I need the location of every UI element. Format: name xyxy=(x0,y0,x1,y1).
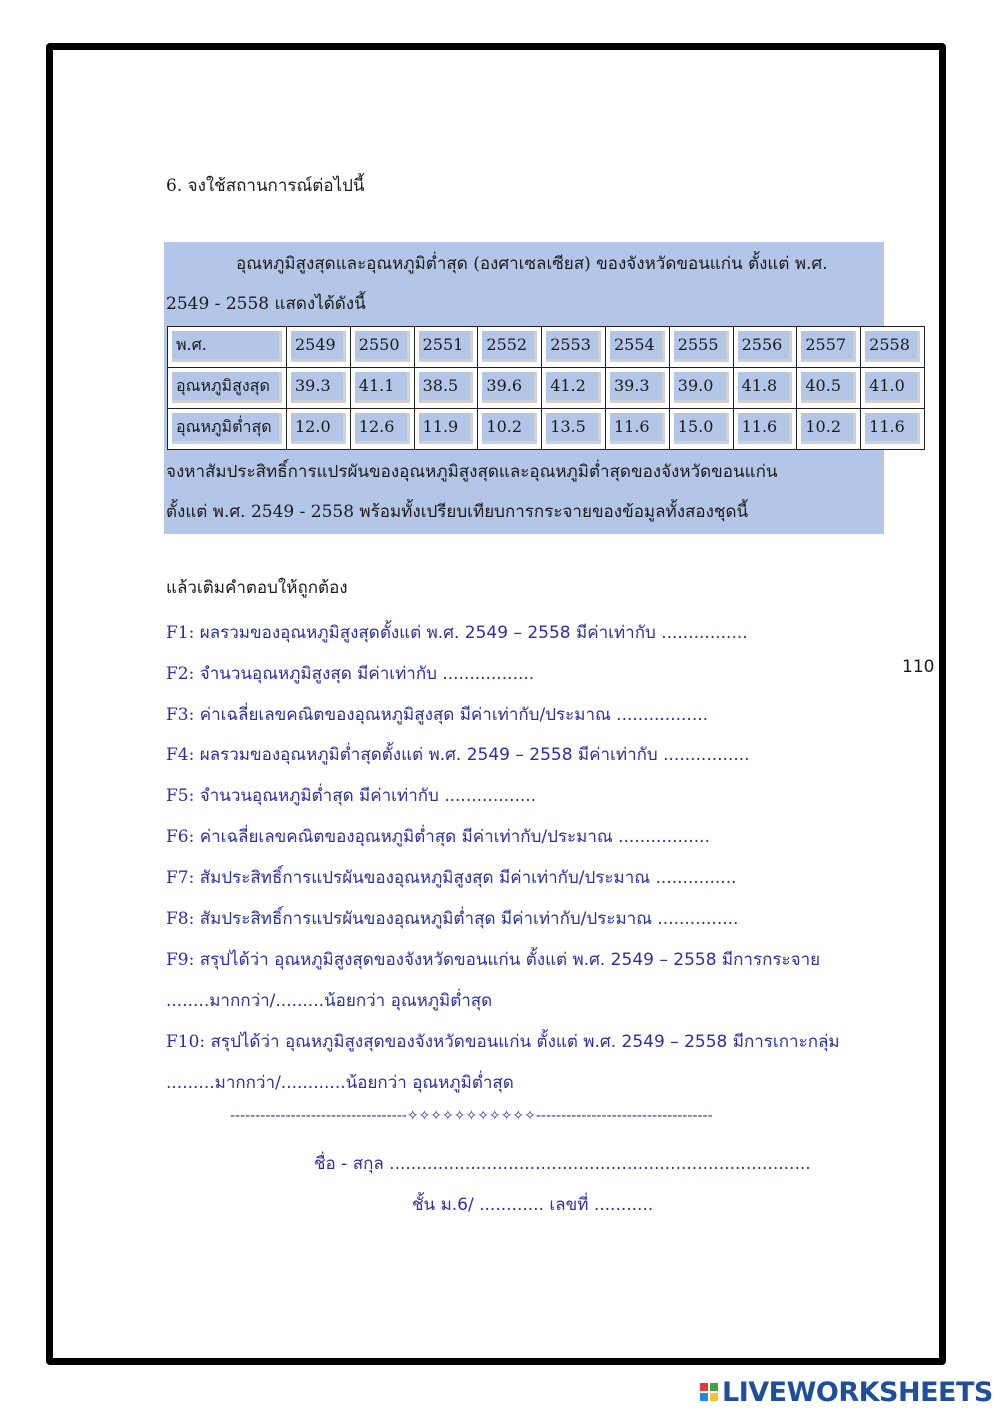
cell-value: 12.0 xyxy=(291,413,346,444)
situation-line-4: ตั้งแต่ พ.ศ. 2549 - 2558 พร้อมทั้งเปรียบเทียบการกระจายของข้อมูลทั้งสองชุดนี้ xyxy=(166,502,749,522)
question-line xyxy=(166,1028,840,1055)
liveworksheets-logo xyxy=(700,1376,993,1408)
row-label-cell xyxy=(168,327,287,368)
class-field-line: ชั้น ม.6/ ............ เลขที่ ........... xyxy=(412,1195,654,1215)
table-cell xyxy=(414,327,478,368)
row-label: อุณหภูมิสูงสุด xyxy=(172,372,282,403)
cell-value: 39.6 xyxy=(482,372,537,403)
logo-mark-icon xyxy=(700,1383,718,1401)
table-row xyxy=(168,409,925,450)
table-row xyxy=(168,368,925,409)
question-code: F9: xyxy=(166,950,195,970)
question-line xyxy=(166,823,710,850)
cell-value: 2551 xyxy=(419,331,474,362)
instruction-text: แล้วเติมคำตอบให้ถูกต้อง xyxy=(166,578,348,598)
cell-value: 39.0 xyxy=(674,372,729,403)
logo-square-red xyxy=(700,1383,708,1391)
table-cell xyxy=(478,409,542,450)
question-line xyxy=(166,741,750,768)
cell-value: 2552 xyxy=(482,331,537,362)
page-number: 110 xyxy=(902,657,935,677)
cell-value: 41.1 xyxy=(355,372,410,403)
question-code: F8: xyxy=(166,909,195,929)
question-line xyxy=(166,1069,514,1096)
table-cell xyxy=(287,368,351,409)
question-text: ค่าเฉลี่ยเลขคณิตของอุณหภูมิสูงสุด มีค่าเท่ากับ/ประมาณ ................. xyxy=(194,705,709,725)
question-text: จำนวนอุณหภูมิสูงสุด มีค่าเท่ากับ ................. xyxy=(194,664,535,684)
row-label: พ.ศ. xyxy=(172,331,282,362)
cell-value: 13.5 xyxy=(546,413,601,444)
question-line xyxy=(166,987,492,1014)
cell-value: 41.8 xyxy=(738,372,793,403)
table-cell xyxy=(733,327,797,368)
question-line xyxy=(166,619,748,646)
question-code: F1: xyxy=(166,623,195,643)
situation-line-3: จงหาสัมประสิทธิ์การแปรผันของอุณหภูมิสูงสุดและอุณหภูมิต่ำสุดของจังหวัดขอนแก่น xyxy=(166,462,778,482)
table-cell xyxy=(797,368,861,409)
question-line xyxy=(166,905,738,932)
row-label-cell xyxy=(168,368,287,409)
cell-value: 41.0 xyxy=(865,372,920,403)
cell-value: 11.9 xyxy=(419,413,474,444)
cell-value: 2550 xyxy=(355,331,410,362)
table-cell xyxy=(350,368,414,409)
question-code: F5: xyxy=(166,786,195,806)
table-cell xyxy=(605,368,669,409)
table-cell xyxy=(733,409,797,450)
cell-value: 2549 xyxy=(291,331,346,362)
table-cell xyxy=(350,327,414,368)
table-cell xyxy=(861,327,925,368)
table-cell xyxy=(669,368,733,409)
temperature-table xyxy=(167,326,925,450)
cell-value: 40.5 xyxy=(801,372,856,403)
table-cell xyxy=(669,327,733,368)
question-line xyxy=(166,782,536,809)
cell-value: 10.2 xyxy=(801,413,856,444)
divider-line: -----------------------------------✧✧✧✧✧✧✧✧✧✧✧----------------------------------- xyxy=(230,1108,713,1124)
table-cell xyxy=(542,327,606,368)
question-text: สรุปได้ว่า อุณหภูมิสูงสุดของจังหวัดขอนแก่น ตั้งแต่ พ.ศ. 2549 – 2558 มีการกระจาย xyxy=(194,950,821,970)
cell-value: 12.6 xyxy=(355,413,410,444)
table-cell xyxy=(350,409,414,450)
question-text: สัมประสิทธิ์การแปรผันของอุณหภูมิต่ำสุด มีค่าเท่ากับ/ประมาณ ............... xyxy=(194,909,739,929)
table-cell xyxy=(733,368,797,409)
cell-value: 11.6 xyxy=(610,413,665,444)
table-cell xyxy=(542,368,606,409)
table-cell xyxy=(797,327,861,368)
question-code: F2: xyxy=(166,664,195,684)
row-label: อุณหภูมิต่ำสุด xyxy=(172,413,282,444)
table-cell xyxy=(287,409,351,450)
table-cell xyxy=(478,368,542,409)
cell-value: 38.5 xyxy=(419,372,474,403)
table-cell xyxy=(414,409,478,450)
question-code: F6: xyxy=(166,827,195,847)
table-cell xyxy=(414,368,478,409)
question-code: F7: xyxy=(166,868,195,888)
question-text: จำนวนอุณหภูมิต่ำสุด มีค่าเท่ากับ ................. xyxy=(194,786,537,806)
question-text: สรุปได้ว่า อุณหภูมิสูงสุดของจังหวัดขอนแก่น ตั้งแต่ พ.ศ. 2549 – 2558 มีการเกาะกลุ่ม xyxy=(205,1032,840,1052)
table-cell xyxy=(669,409,733,450)
table-cell xyxy=(478,327,542,368)
question-text: สัมประสิทธิ์การแปรผันของอุณหภูมิสูงสุด มีค่าเท่ากับ/ประมาณ ............... xyxy=(194,868,737,888)
situation-line-2: 2549 - 2558 แสดงได้ดังนี้ xyxy=(166,294,366,314)
table-cell xyxy=(287,327,351,368)
logo-wordmark: LIVEWORKSHEETS xyxy=(722,1376,993,1408)
question-line xyxy=(166,701,708,728)
question-text: ผลรวมของอุณหภูมิสูงสุดตั้งแต่ พ.ศ. 2549 – 2558 มีค่าเท่ากับ ................ xyxy=(194,623,748,643)
table-cell xyxy=(605,409,669,450)
cell-value: 15.0 xyxy=(674,413,729,444)
row-label-cell xyxy=(168,409,287,450)
table-cell xyxy=(797,409,861,450)
cell-value: 2557 xyxy=(801,331,856,362)
table-row xyxy=(168,327,925,368)
question-text: ค่าเฉลี่ยเลขคณิตของอุณหภูมิต่ำสุด มีค่าเท่ากับ/ประมาณ ................. xyxy=(194,827,710,847)
cell-value: 2554 xyxy=(610,331,665,362)
logo-square-blue xyxy=(700,1393,708,1401)
logo-square-yellow xyxy=(710,1393,718,1401)
cell-value: 39.3 xyxy=(291,372,346,403)
situation-intro: 6. จงใช้สถานการณ์ต่อไปนี้ xyxy=(166,176,365,196)
question-line xyxy=(166,864,737,891)
cell-value: 41.2 xyxy=(546,372,601,403)
question-code: F3: xyxy=(166,705,195,725)
question-text: .........มากกว่า/............น้อยกว่า อุณหภูมิต่ำสุด xyxy=(166,1073,514,1093)
question-code: F10: xyxy=(166,1032,206,1052)
question-code: F4: xyxy=(166,745,195,765)
logo-square-green xyxy=(710,1383,718,1391)
table-cell xyxy=(542,409,606,450)
name-field-line: ชื่อ - สกุล .............................................................................. xyxy=(314,1154,811,1174)
cell-value: 2558 xyxy=(865,331,920,362)
table-cell xyxy=(605,327,669,368)
question-line xyxy=(166,946,820,973)
cell-value: 2553 xyxy=(546,331,601,362)
table-cell xyxy=(861,409,925,450)
cell-value: 11.6 xyxy=(865,413,920,444)
cell-value: 11.6 xyxy=(738,413,793,444)
cell-value: 2556 xyxy=(738,331,793,362)
situation-line-1: อุณหภูมิสูงสุดและอุณหภูมิต่ำสุด (องศาเซลเซียส) ของจังหวัดขอนแก่น ตั้งแต่ พ.ศ. xyxy=(236,254,828,274)
question-text: ผลรวมของอุณหภูมิต่ำสุดตั้งแต่ พ.ศ. 2549 – 2558 มีค่าเท่ากับ ................ xyxy=(194,745,750,765)
cell-value: 10.2 xyxy=(482,413,537,444)
table-cell xyxy=(861,368,925,409)
cell-value: 2555 xyxy=(674,331,729,362)
question-text: ........มากกว่า/.........น้อยกว่า อุณหภูมิต่ำสุด xyxy=(166,991,493,1011)
cell-value: 39.3 xyxy=(610,372,665,403)
question-line xyxy=(166,660,534,687)
